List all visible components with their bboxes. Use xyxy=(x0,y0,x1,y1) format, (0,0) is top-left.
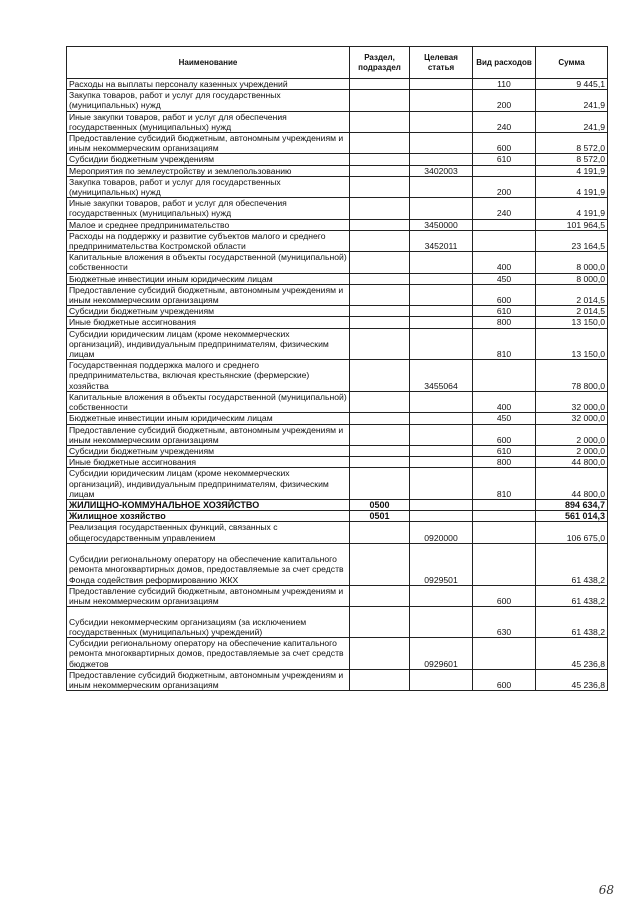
cell-target: 3402003 xyxy=(410,165,473,176)
cell-target xyxy=(410,413,473,424)
cell-target: 3450000 xyxy=(410,219,473,230)
cell-target: 0929601 xyxy=(410,638,473,670)
budget-table xyxy=(66,46,608,691)
cell-sum: 44 800,0 xyxy=(536,468,608,500)
cell-sum: 61 438,2 xyxy=(536,607,608,638)
cell-kind: 110 xyxy=(473,79,536,90)
cell-kind xyxy=(473,638,536,670)
cell-sum: 4 191,9 xyxy=(536,165,608,176)
cell-kind: 240 xyxy=(473,111,536,132)
cell-kind xyxy=(473,165,536,176)
cell-kind: 600 xyxy=(473,133,536,154)
cell-section: 0501 xyxy=(350,511,410,522)
table-row xyxy=(67,154,608,165)
cell-name: Мероприятия по землеустройству и землепользованию xyxy=(67,165,350,176)
cell-name: Иные бюджетные ассигнования xyxy=(67,457,350,468)
cell-target: 3455064 xyxy=(410,360,473,392)
cell-target xyxy=(410,585,473,606)
cell-section: 0500 xyxy=(350,499,410,510)
table-row xyxy=(67,511,608,522)
cell-target xyxy=(410,79,473,90)
cell-name: Жилищное хозяйство xyxy=(67,511,350,522)
cell-target xyxy=(410,133,473,154)
cell-name: Бюджетные инвестиции иным юридическим лицам xyxy=(67,413,350,424)
cell-sum: 2 014,5 xyxy=(536,306,608,317)
cell-section xyxy=(350,79,410,90)
cell-target xyxy=(410,111,473,132)
cell-sum: 32 000,0 xyxy=(536,413,608,424)
cell-name: ЖИЛИЩНО-КОММУНАЛЬНОЕ ХОЗЯЙСТВО xyxy=(67,499,350,510)
cell-name: Капитальные вложения в объекты государственной (муниципальной) собственности xyxy=(67,391,350,412)
table-row xyxy=(67,165,608,176)
cell-sum: 9 445,1 xyxy=(536,79,608,90)
table-row xyxy=(67,176,608,197)
header-sum: Сумма xyxy=(536,47,608,79)
cell-kind: 400 xyxy=(473,391,536,412)
cell-name: Расходы на поддержку и развитие субъектов малого и среднего предпринимательства Костромской области xyxy=(67,230,350,251)
cell-section xyxy=(350,638,410,670)
cell-name: Государственная поддержка малого и среднего предпринимательства, включая крестьянские (фермерские) хозяйства xyxy=(67,360,350,392)
table-row xyxy=(67,457,608,468)
cell-sum: 32 000,0 xyxy=(536,391,608,412)
cell-name: Предоставление субсидий бюджетным, автономным учреждениям и иным некоммерческим организациям xyxy=(67,585,350,606)
table-row xyxy=(67,607,608,638)
cell-kind xyxy=(473,522,536,543)
cell-target xyxy=(410,90,473,111)
cell-section xyxy=(350,165,410,176)
cell-target xyxy=(410,607,473,638)
page-number: 68 xyxy=(598,883,614,897)
table-row xyxy=(67,585,608,606)
header-kind: Вид расходов xyxy=(473,47,536,79)
header-target: Целевая статья xyxy=(410,47,473,79)
cell-section xyxy=(350,176,410,197)
cell-name: Иные закупки товаров, работ и услуг для обеспечения государственных (муниципальных) нужд xyxy=(67,111,350,132)
cell-kind: 450 xyxy=(473,413,536,424)
cell-kind: 600 xyxy=(473,424,536,445)
table-row xyxy=(67,284,608,305)
cell-name: Предоставление субсидий бюджетным, автономным учреждениям и иным некоммерческим организациям xyxy=(67,424,350,445)
cell-sum: 8 572,0 xyxy=(536,154,608,165)
cell-kind xyxy=(473,360,536,392)
cell-kind: 610 xyxy=(473,445,536,456)
cell-kind xyxy=(473,543,536,585)
table-body xyxy=(67,79,608,691)
cell-sum: 45 236,8 xyxy=(536,638,608,670)
cell-target: 0920000 xyxy=(410,522,473,543)
cell-name: Субсидии юридическим лицам (кроме некоммерческих организаций), индивидуальным предпринимателям, физическим лицам xyxy=(67,328,350,360)
cell-name: Субсидии юридическим лицам (кроме некоммерческих организаций), индивидуальным предпринимателям, физическим лицам xyxy=(67,468,350,500)
cell-section xyxy=(350,284,410,305)
cell-sum: 78 800,0 xyxy=(536,360,608,392)
table-row xyxy=(67,468,608,500)
cell-sum: 8 000,0 xyxy=(536,252,608,273)
cell-section xyxy=(350,133,410,154)
cell-name: Реализация государственных функций, связанных с общегосударственным управлением xyxy=(67,522,350,543)
cell-target xyxy=(410,457,473,468)
table-row xyxy=(67,522,608,543)
cell-section xyxy=(350,424,410,445)
table-header-row xyxy=(67,47,608,79)
cell-name: Малое и среднее предпринимательство xyxy=(67,219,350,230)
cell-target xyxy=(410,252,473,273)
cell-name: Субсидии бюджетным учреждениям xyxy=(67,154,350,165)
cell-target xyxy=(410,669,473,690)
cell-section xyxy=(350,230,410,251)
cell-section xyxy=(350,328,410,360)
table-row xyxy=(67,90,608,111)
cell-section xyxy=(350,669,410,690)
table-row xyxy=(67,669,608,690)
table-row xyxy=(67,391,608,412)
cell-section xyxy=(350,306,410,317)
cell-section xyxy=(350,585,410,606)
table-row xyxy=(67,306,608,317)
table-row xyxy=(67,638,608,670)
cell-kind xyxy=(473,499,536,510)
cell-sum: 4 191,9 xyxy=(536,176,608,197)
cell-kind: 610 xyxy=(473,154,536,165)
cell-sum: 44 800,0 xyxy=(536,457,608,468)
table-row xyxy=(67,328,608,360)
cell-section xyxy=(350,445,410,456)
cell-target xyxy=(410,328,473,360)
cell-target xyxy=(410,468,473,500)
cell-kind: 630 xyxy=(473,607,536,638)
cell-kind: 200 xyxy=(473,176,536,197)
table-row xyxy=(67,219,608,230)
cell-sum: 894 634,7 xyxy=(536,499,608,510)
table-row xyxy=(67,133,608,154)
table-row xyxy=(67,111,608,132)
cell-kind: 240 xyxy=(473,198,536,219)
cell-sum: 4 191,9 xyxy=(536,198,608,219)
table-row xyxy=(67,252,608,273)
cell-sum: 2 014,5 xyxy=(536,284,608,305)
cell-target xyxy=(410,154,473,165)
cell-kind xyxy=(473,230,536,251)
table-row xyxy=(67,360,608,392)
cell-section xyxy=(350,413,410,424)
cell-sum: 8 572,0 xyxy=(536,133,608,154)
cell-sum: 106 675,0 xyxy=(536,522,608,543)
cell-sum: 101 964,5 xyxy=(536,219,608,230)
cell-section xyxy=(350,457,410,468)
cell-kind: 450 xyxy=(473,273,536,284)
cell-name: Бюджетные инвестиции иным юридическим лицам xyxy=(67,273,350,284)
header-name: Наименование xyxy=(67,47,350,79)
cell-name: Закупка товаров, работ и услуг для государственных (муниципальных) нужд xyxy=(67,176,350,197)
cell-name: Иные бюджетные ассигнования xyxy=(67,317,350,328)
cell-kind: 400 xyxy=(473,252,536,273)
cell-sum: 23 164,5 xyxy=(536,230,608,251)
cell-sum: 45 236,8 xyxy=(536,669,608,690)
cell-kind: 810 xyxy=(473,468,536,500)
cell-name: Субсидии бюджетным учреждениям xyxy=(67,445,350,456)
cell-section xyxy=(350,607,410,638)
cell-kind: 800 xyxy=(473,317,536,328)
cell-kind: 600 xyxy=(473,669,536,690)
cell-name: Предоставление субсидий бюджетным, автономным учреждениям и иным некоммерческим организациям xyxy=(67,133,350,154)
cell-target xyxy=(410,284,473,305)
cell-section xyxy=(350,273,410,284)
cell-section xyxy=(350,252,410,273)
cell-section xyxy=(350,317,410,328)
cell-section xyxy=(350,198,410,219)
table-row xyxy=(67,499,608,510)
cell-kind: 600 xyxy=(473,284,536,305)
cell-section xyxy=(350,154,410,165)
cell-section xyxy=(350,90,410,111)
cell-target xyxy=(410,317,473,328)
cell-sum: 2 000,0 xyxy=(536,424,608,445)
cell-name: Субсидии некоммерческим организациям (за исключением государственных (муниципальных) учреждений) xyxy=(67,607,350,638)
cell-target xyxy=(410,499,473,510)
cell-kind: 800 xyxy=(473,457,536,468)
cell-section xyxy=(350,111,410,132)
cell-target: 0929501 xyxy=(410,543,473,585)
cell-section xyxy=(350,219,410,230)
cell-name: Предоставление субсидий бюджетным, автономным учреждениям и иным некоммерческим организациям xyxy=(67,284,350,305)
cell-kind xyxy=(473,219,536,230)
table-row xyxy=(67,445,608,456)
table-row xyxy=(67,543,608,585)
cell-sum: 241,9 xyxy=(536,111,608,132)
cell-sum: 61 438,2 xyxy=(536,585,608,606)
cell-sum: 13 150,0 xyxy=(536,328,608,360)
table-row xyxy=(67,230,608,251)
cell-section xyxy=(350,522,410,543)
cell-kind xyxy=(473,511,536,522)
cell-kind: 200 xyxy=(473,90,536,111)
cell-section xyxy=(350,543,410,585)
cell-name: Расходы на выплаты персоналу казенных учреждений xyxy=(67,79,350,90)
header-section: Раздел, подраздел xyxy=(350,47,410,79)
cell-kind: 600 xyxy=(473,585,536,606)
cell-name: Иные закупки товаров, работ и услуг для обеспечения государственных (муниципальных) нужд xyxy=(67,198,350,219)
cell-kind: 610 xyxy=(473,306,536,317)
cell-section xyxy=(350,391,410,412)
cell-sum: 13 150,0 xyxy=(536,317,608,328)
cell-target xyxy=(410,176,473,197)
table-row xyxy=(67,413,608,424)
table-row xyxy=(67,424,608,445)
table-row xyxy=(67,317,608,328)
cell-target xyxy=(410,391,473,412)
cell-target xyxy=(410,273,473,284)
cell-name: Капитальные вложения в объекты государственной (муниципальной) собственности xyxy=(67,252,350,273)
cell-kind: 810 xyxy=(473,328,536,360)
cell-target xyxy=(410,445,473,456)
cell-name: Предоставление субсидий бюджетным, автономным учреждениям и иным некоммерческим организациям xyxy=(67,669,350,690)
cell-name: Закупка товаров, работ и услуг для государственных (муниципальных) нужд xyxy=(67,90,350,111)
cell-target: 3452011 xyxy=(410,230,473,251)
cell-section xyxy=(350,360,410,392)
cell-target xyxy=(410,424,473,445)
table-row xyxy=(67,273,608,284)
cell-target xyxy=(410,198,473,219)
cell-sum: 561 014,3 xyxy=(536,511,608,522)
table-row xyxy=(67,198,608,219)
cell-name: Субсидии региональному оператору на обеспечение капитального ремонта многоквартирных домов, предоставляемые за счет средств бюджетов xyxy=(67,638,350,670)
table-row xyxy=(67,79,608,90)
cell-sum: 61 438,2 xyxy=(536,543,608,585)
cell-sum: 8 000,0 xyxy=(536,273,608,284)
cell-sum: 2 000,0 xyxy=(536,445,608,456)
cell-name: Субсидии бюджетным учреждениям xyxy=(67,306,350,317)
cell-name: Субсидии региональному оператору на обеспечение капитального ремонта многоквартирных домов, предоставляемые за счет средств Фонда содействия реформированию ЖКХ xyxy=(67,543,350,585)
cell-target xyxy=(410,511,473,522)
cell-section xyxy=(350,468,410,500)
cell-target xyxy=(410,306,473,317)
cell-sum: 241,9 xyxy=(536,90,608,111)
